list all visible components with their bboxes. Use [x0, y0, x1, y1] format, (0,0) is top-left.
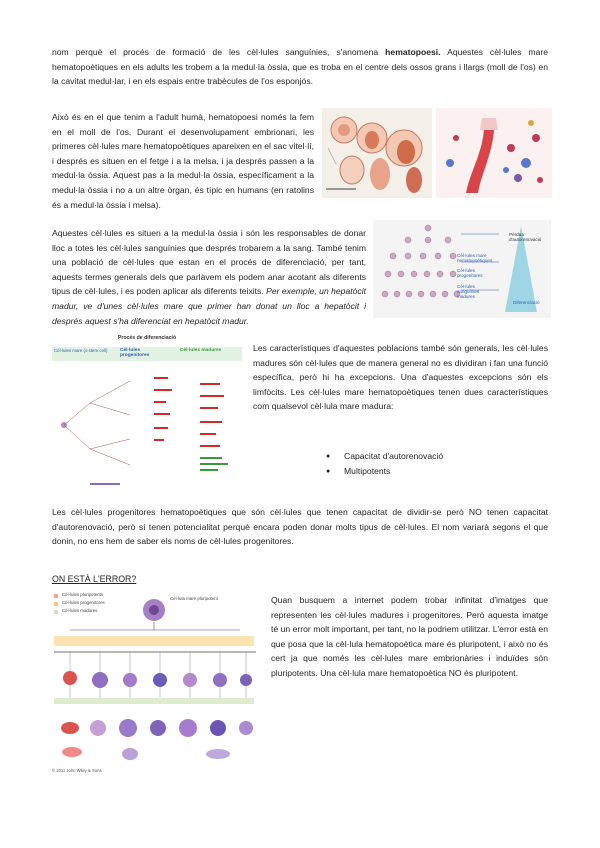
legend-progenitor: Cèl·lules progenitores [62, 600, 105, 605]
figure-differentiation-process [50, 333, 244, 497]
label-differentiation: Diferenciació [513, 300, 540, 305]
diff-tree [50, 333, 244, 497]
diff-col-mature: Cèl·lules madures [180, 348, 222, 353]
paragraph-progenitors: Les cèl·lules progenitores hematopoètiques que són cèl·lules que tenen capacitat de dividir-se però NO tenen capacitat d'autorenovació, però sí tenen potencialitat perquè encara poden donar molts tipus de cèl·lules. El nom variarà segons el que donin, no ens hem de saber els noms de cèl·lules progenitores. [52, 507, 548, 547]
bone-marrow-illustration [436, 108, 552, 198]
paragraph-error: Quan busquem a internet podem trobar infinitat d'imatges que representen les cèl·lules madures i progenitores. Però aquesta imatge té un error molt important, per tant, no la podriem utilitzar. L'error està en que posa que la cèl·lula hematopoètica mare és pluripotent, i això no és cert ja que només les cèl·lules mare embrionàries i induïdes són pluripotents. Una cèl·lula mare hematopoètica NO és pluripotent. [271, 595, 548, 678]
figure-hierarchy [373, 220, 551, 318]
paragraph-characteristics: Les característiques d'aquestes poblacions també són generals, les cèl·lules madures són cèl·lules que de manera general no es dividiran i fan una funció específica, però hi ha excepcions. Una d'aquestes excepcions són els limfòcits. Les cèl·lules mare hematopoètiques tenen dues característiques com qualsevol cèl·lula mare madura: [253, 343, 548, 412]
label-mature: Cèl·lules sanguínies madures [457, 284, 480, 299]
section-title-error: ON ESTÀ L'ERROR? [52, 574, 137, 584]
stem-cell-properties-list [326, 449, 546, 479]
term-hematopoesi: hematopoesi. [385, 47, 441, 57]
paragraph-hematopoesi: nom perquè el procés de formació de les cèl·lules sanguínies, s'anomena hematopoesi. Aquestes cèl·lules mare hematopoètiques en els adults les trobem a la medul·la òssia, que es troba en el centre dels ossos grans i llargs (moll de l'os) en la cavitat medul·lar, i en els espais entre trabècules de l'os esponjós. [52, 47, 549, 87]
list-item: ● Capacitat d'autorenovació [326, 449, 546, 464]
diff-col-stem: Cèl·lules mare (o stem cell) [54, 348, 108, 353]
legend-pluripotent: Cèl·lules pluripotents [62, 592, 103, 597]
diff-title: Procés de diferenciació [117, 335, 177, 341]
figure-bone-marrow [436, 108, 552, 198]
figure-embryo-development [322, 108, 432, 198]
embryo-illustration [322, 108, 432, 198]
label-self-renewal: Pèrdua d'autorenovació [509, 232, 542, 242]
figure-error-hierarchy [50, 588, 260, 778]
paragraph-embryonic: Això és en el que tenim a l'adult humà, hematopoesi només la fem en el moll de l'os. Durant el desenvolupament embrionari, les primeres cèl·lules mare hematopoètiques apareixen en el sac vitel·lí, i després es situen en el fetge i a la melsa, i ja després passen a la medul·la òssia. Aquest pas a la medul·la òssia, específicament a la medul·la òssia i no a un altre òrgan, és típic en humans (en ratolins és a medul·la òssia i melsa). [52, 112, 314, 210]
diff-col-progenitor: Cèl·lules progenitores [120, 348, 150, 359]
error-hierarchy-illustration [50, 588, 260, 778]
label-stem-cells: Cèl·lules mare hematopoètiques [457, 253, 493, 263]
figure-copyright: © 2011 John Wiley & Sons [52, 768, 102, 773]
label-pluripotent-stem: Cèl·lula mare pluripotent [170, 596, 218, 601]
paragraph-bone-marrow: Aquestes cèl·lules es situen a la medul·la òssia i són les responsables de donar lloc a totes les cèl·lules sanguínies que després trobarem a la sang. També tenim una població de cèl·lules que estan en el procés de diferenciació, per tant, aquests termes generals dels que parlàvem els podem anar acotant als diferents tipus de cèl·lules, i es poden aplicar als diferents teixits. Per exemple, un hepatòcit madur, ve d'unes cèl·lules mare que primer han donat un lloc a hepatòcit i després aquest s'ha diferenciat en hepatòcit madur. [52, 228, 367, 326]
label-progenitors: Cèl·lules progenitores [457, 268, 483, 278]
legend-mature: Cèl·lules madures [62, 608, 98, 613]
list-item: ● Multipotents [326, 464, 546, 479]
